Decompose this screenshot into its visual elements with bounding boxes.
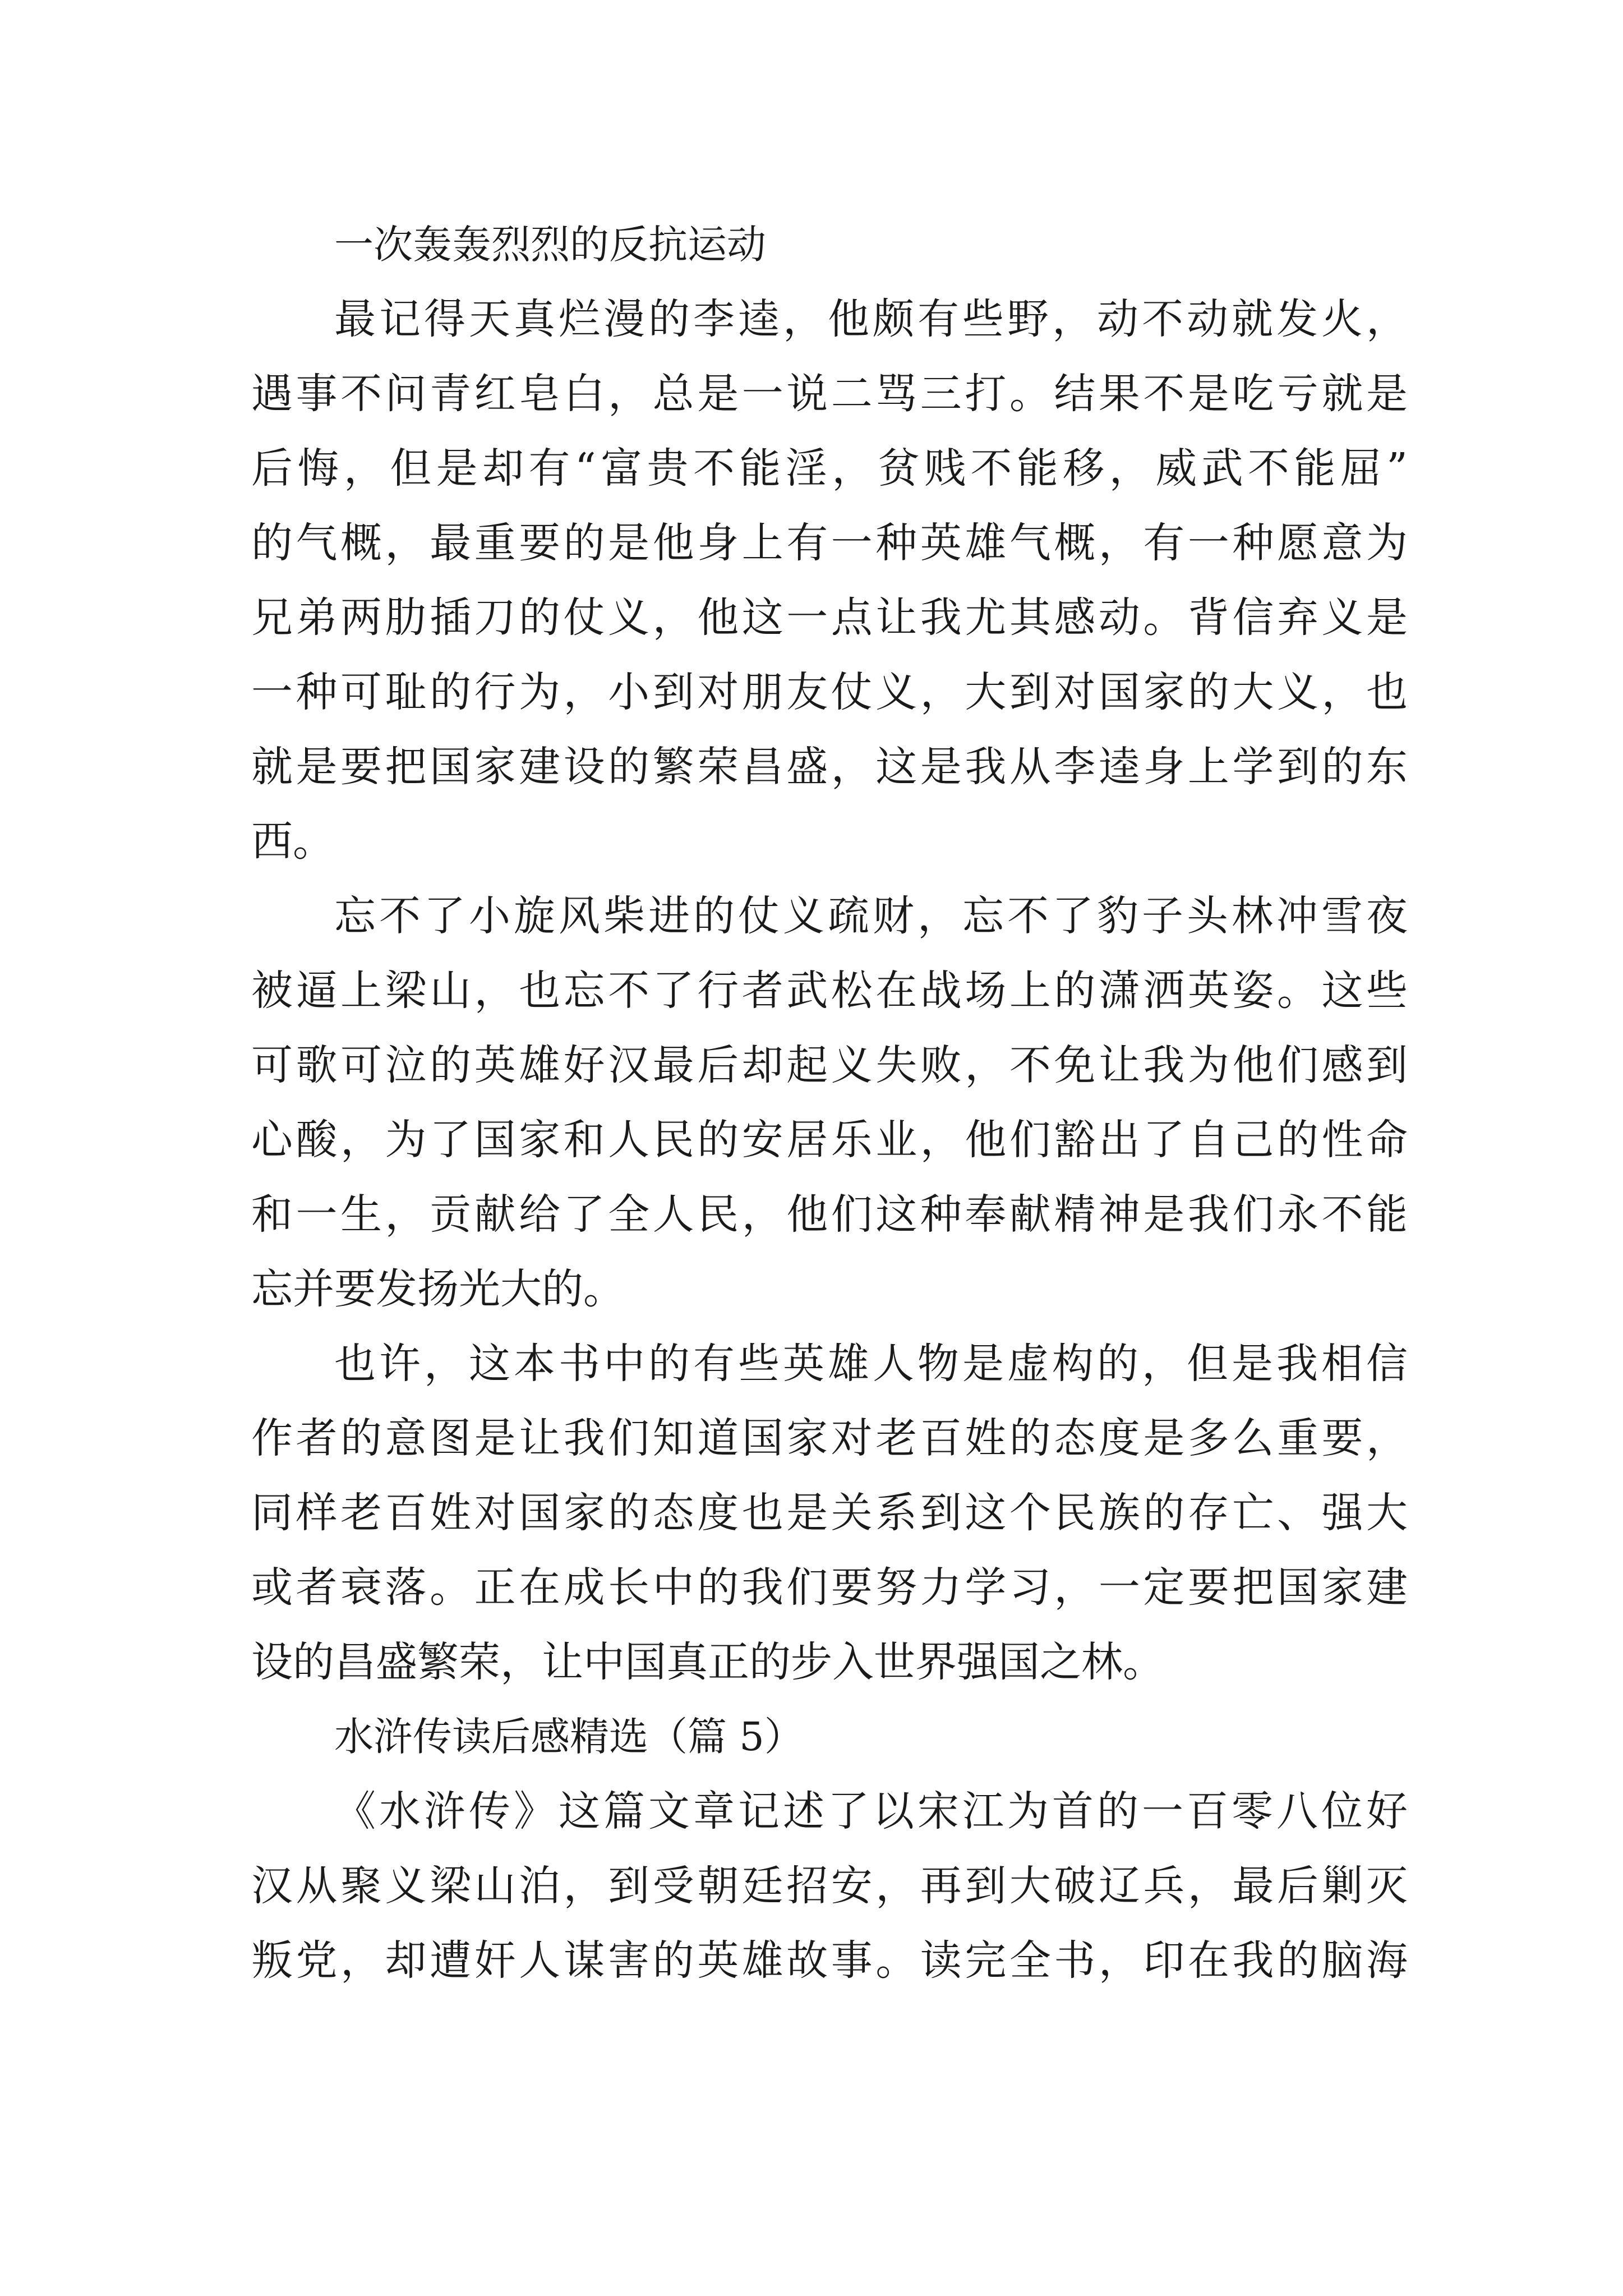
paragraph-line: 就是要把国家建设的繁荣昌盛，这是我从李逵身上学到的东 [251, 743, 1408, 791]
paragraph-line: 设的昌盛繁荣，让中国真正的步入世界强国之林。 [251, 1638, 1164, 1686]
paragraph-line: 作者的意图是让我们知道国家对老百姓的态度是多么重要， [251, 1414, 1408, 1462]
paragraph-line: 《水浒传》这篇文章记述了以宋江为首的一百零八位好 [334, 1787, 1408, 1835]
paragraph-line: 或者衰落。正在成长中的我们要努力学习，一定要把国家建 [251, 1563, 1408, 1612]
paragraph-line: 叛党，却遭奸人谋害的英雄故事。读完全书，印在我的脑海 [251, 1936, 1408, 1985]
paragraph-line: 同样老百姓对国家的态度也是关系到这个民族的存亡、强大 [251, 1489, 1408, 1537]
paragraph-line: 的气概，最重要的是他身上有一种英雄气概，有一种愿意为 [251, 519, 1408, 567]
paragraph-line: 兄弟两肋插刀的仗义，他这一点让我尤其感动。背信弃义是 [251, 593, 1408, 642]
paragraph-line: 遇事不问青红皂白，总是一说二骂三打。结果不是吃亏就是 [251, 370, 1408, 418]
section-heading: 水浒传读后感精选（篇 5） [334, 1714, 804, 1760]
paragraph-line: 被逼上梁山，也忘不了行者武松在战场上的潇洒英姿。这些 [251, 967, 1408, 1015]
paragraph-line: 心酸，为了国家和人民的安居乐业，他们豁出了自己的性命 [251, 1116, 1408, 1164]
paragraph-line: 忘并要发扬光大的。 [251, 1265, 625, 1313]
paragraph-line: 后悔，但是却有“富贵不能淫，贫贱不能移，威武不能屈” [251, 444, 1408, 493]
paragraph-line: 西。 [251, 817, 334, 866]
document-body [251, 208, 1408, 1998]
paragraph-line: 汉从聚义梁山泊，到受朝廷招安，再到大破辽兵，最后剿灭 [251, 1862, 1408, 1910]
paragraph-line: 最记得天真烂漫的李逵，他颇有些野，动不动就发火， [334, 295, 1408, 343]
section-heading: 一次轰轰烈烈的反抗运动 [334, 222, 766, 268]
paragraph-line: 忘不了小旋风柴进的仗义疏财，忘不了豹子头林冲雪夜 [334, 892, 1408, 940]
paragraph-line: 也许，这本书中的有些英雄人物是虚构的，但是我相信 [334, 1340, 1408, 1388]
paragraph-line: 可歌可泣的英雄好汉最后却起义失败，不免让我为他们感到 [251, 1041, 1408, 1089]
paragraph-line: 和一生，贡献给了全人民，他们这种奉献精神是我们永不能 [251, 1190, 1408, 1239]
paragraph-line: 一种可耻的行为，小到对朋友仗义，大到对国家的大义，也 [251, 668, 1408, 716]
